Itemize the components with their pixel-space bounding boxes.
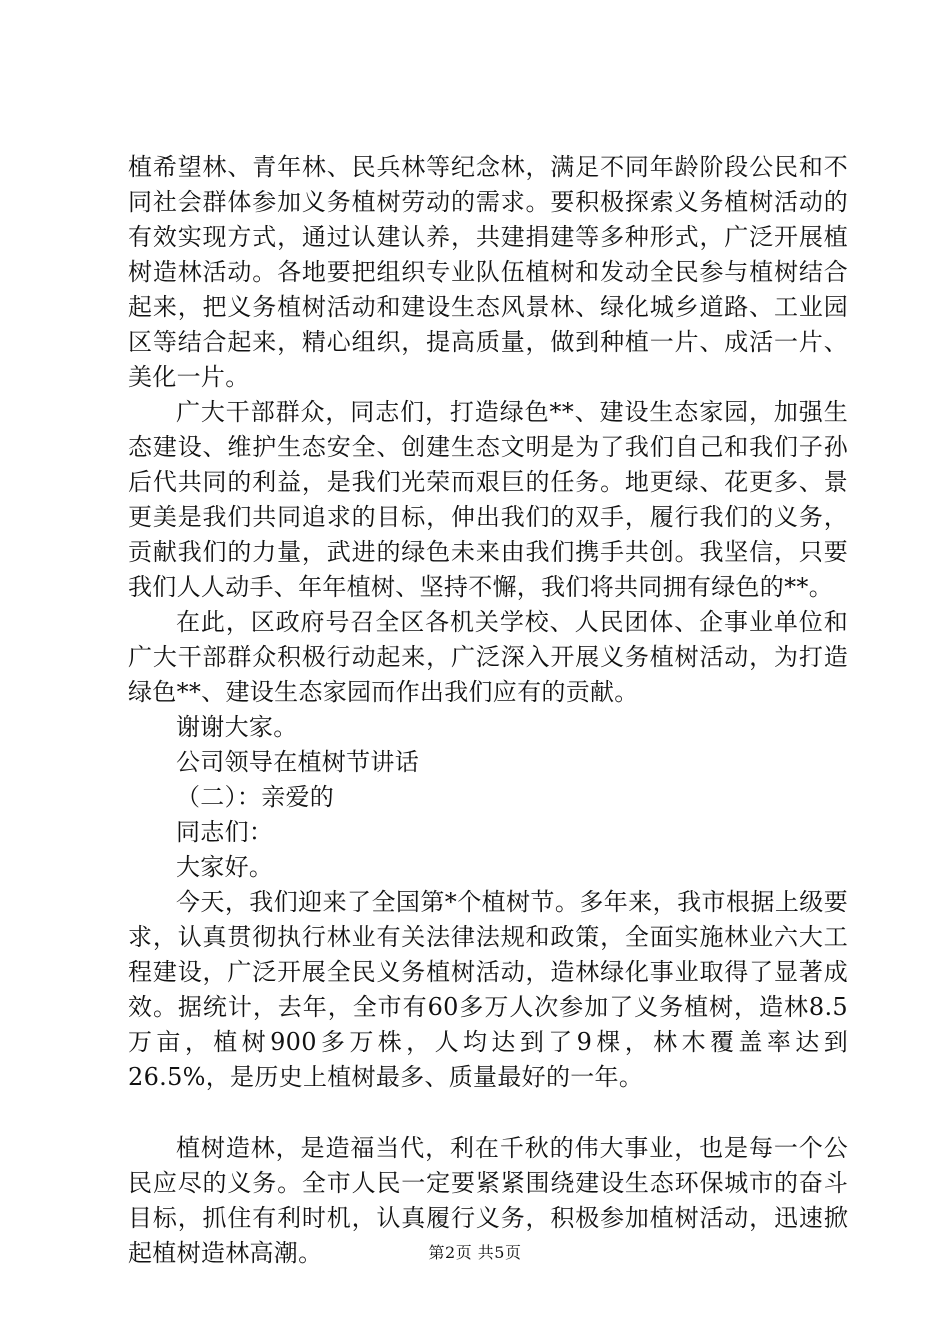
paragraph-spacer (128, 1095, 848, 1131)
paragraph-afforestation: 植树造林，是造福当代，利在千秋的伟大事业，也是每一个公民应尽的义务。全市人民一定要紧紧围绕建设生态环保城市的奋斗目标，抓住有利时机，认真履行义务，积极参加植树活动，迅速掀起植树造林高潮。 (128, 1134, 848, 1267)
paragraph-government-call: 在此，区政府号召全区各机关学校、人民团体、企事业单位和广大干部群众积极行动起来，广泛深入开展义务植树活动，为打造绿色**、建设生态家园而作出我们应有的贡献。 (128, 608, 848, 706)
paragraph-thanks: 谢谢大家。 (176, 713, 298, 741)
speech-subtitle: （二）：亲爱的 (176, 783, 335, 811)
greeting: 大家好。 (176, 853, 274, 881)
document-body (128, 150, 848, 1271)
paragraph-green-homeland: 广大干部群众，同志们，打造绿色**、建设生态家园，加强生态建设、维护生态安全、创建生态文明是为了我们自己和我们子孙后代共同的利益，是我们光荣而艰巨的任务。地更绿、花更多、景更美是我们共同追求的目标，伸出我们的双手，履行我们的义务，贡献我们的力量，武进的绿色未来由我们携手共创。我坚信，只要我们人人动手、年年植树、坚持不懈，我们将共同拥有绿色的**。 (128, 398, 848, 601)
paragraph-continuation: 植希望林、青年林、民兵林等纪念林，满足不同年龄阶段公民和不同社会群体参加义务植树劳动的需求。要积极探索义务植树活动的有效实现方式，通过认建认养，共建捐建等多种形式，广泛开展植树造林活动。各地要把组织专业队伍植树和发动全民参与植树结合起来，把义务植树活动和建设生态风景林、绿化城乡道路、工业园区等结合起来，精心组织，提高质量，做到种植一片、成活一片、美化一片。 (128, 153, 848, 391)
paragraph-statistics: 今天，我们迎来了全国第*个植树节。多年来，我市根据上级要求，认真贯彻执行林业有关法律法规和政策，全面实施林业六大工程建设，广泛开展全民义务植树活动，造林绿化事业取得了显著成效。据统计，去年，全市有60多万人次参加了义务植树，造林8.5万亩，植树900多万株，人均达到了9棵，林木覆盖率达到26.5%，是历史上植树最多、质量最好的一年。 (128, 888, 848, 1091)
salutation: 同志们： (176, 818, 274, 846)
speech-title: 公司领导在植树节讲话 (176, 748, 419, 776)
page-number-footer: 第2页 共5页 (428, 1243, 522, 1262)
